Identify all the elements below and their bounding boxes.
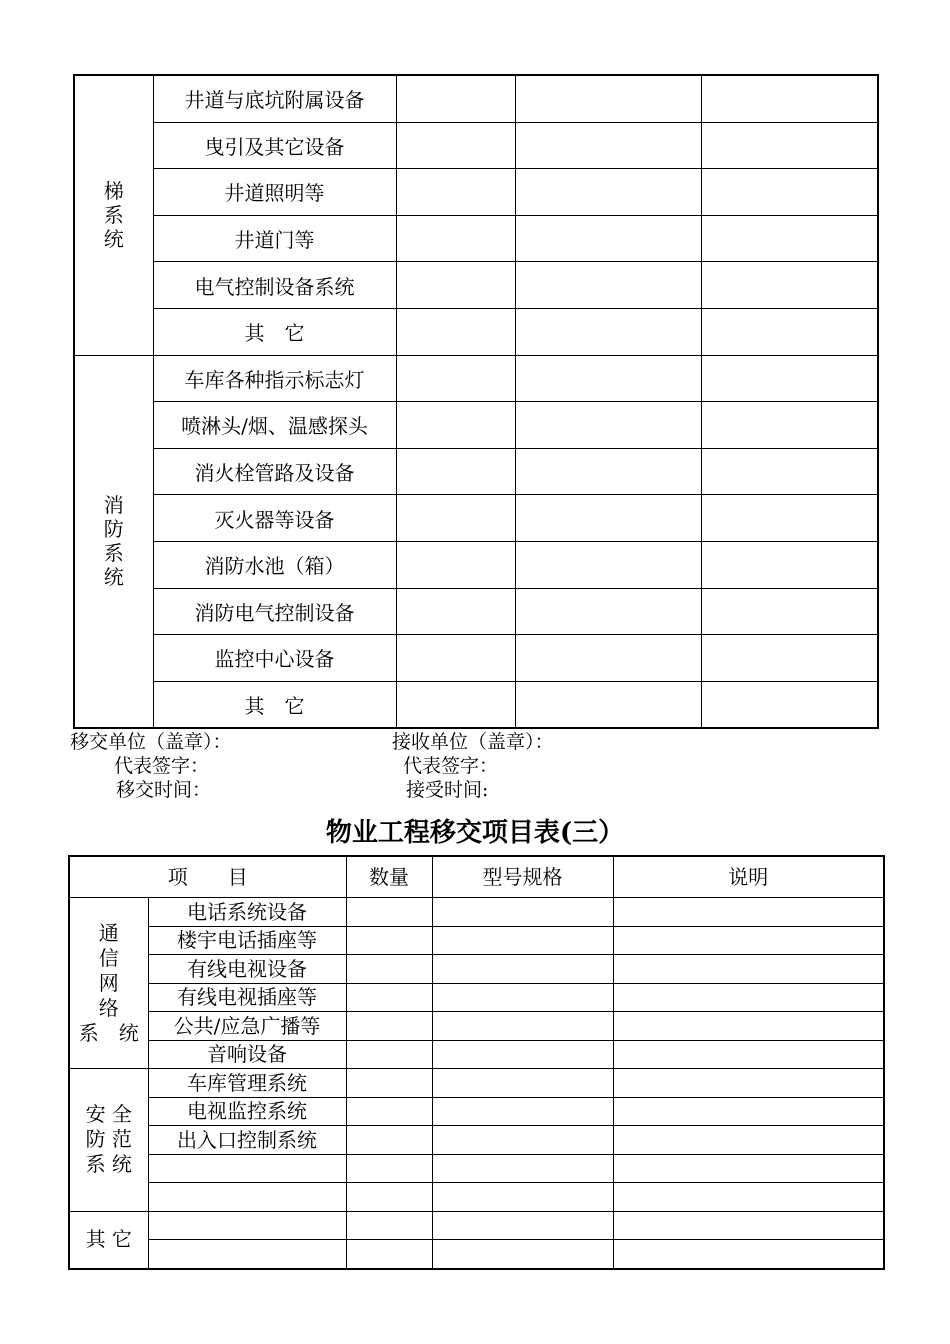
item-name: 曳引及其它设备 <box>153 122 396 169</box>
group-label <box>69 1069 148 1212</box>
quantity-cell[interactable] <box>346 955 432 984</box>
table-row <box>74 495 878 542</box>
header-note: 说明 <box>613 856 884 898</box>
table-row <box>74 681 878 728</box>
page-title: 物业工程移交项目表(三） <box>325 818 625 848</box>
quantity-cell[interactable] <box>346 1126 432 1155</box>
note-cell[interactable] <box>701 262 878 309</box>
quantity-cell[interactable] <box>396 448 515 495</box>
model-cell[interactable] <box>515 402 701 449</box>
group-label-line: 系 <box>103 203 124 228</box>
item-name: 有线电视插座等 <box>148 983 346 1012</box>
table-row <box>69 983 884 1012</box>
table-row <box>69 1154 884 1183</box>
item-name: 公共/应急广播等 <box>148 1012 346 1041</box>
header-model: 型号规格 <box>432 856 613 898</box>
item-name: 电气控制设备系统 <box>153 262 396 309</box>
group-label-line: 通 <box>98 920 119 945</box>
note-cell[interactable] <box>701 541 878 588</box>
quantity-cell[interactable] <box>396 495 515 542</box>
table-row <box>69 955 884 984</box>
model-cell[interactable] <box>432 1069 613 1098</box>
table-row <box>74 215 878 262</box>
group-label-line: 网 <box>98 970 119 995</box>
note-cell[interactable] <box>701 635 878 682</box>
model-cell[interactable] <box>515 355 701 402</box>
quantity-cell[interactable] <box>396 262 515 309</box>
table-row <box>74 75 878 122</box>
quantity-cell[interactable] <box>346 1183 432 1212</box>
quantity-cell[interactable] <box>346 983 432 1012</box>
note-cell[interactable] <box>613 1154 884 1183</box>
table-row <box>74 402 878 449</box>
table-row <box>69 1012 884 1041</box>
table-row <box>74 308 878 355</box>
table-row <box>69 1040 884 1069</box>
quantity-cell[interactable] <box>396 541 515 588</box>
group-label-line: 系 统 <box>78 1020 139 1045</box>
note-cell[interactable] <box>613 1097 884 1126</box>
handover-table-3 <box>68 855 885 1270</box>
model-cell[interactable] <box>515 215 701 262</box>
group-label <box>69 1211 148 1269</box>
model-cell[interactable] <box>432 1211 613 1240</box>
header-item: 项 目 <box>69 856 346 898</box>
model-cell[interactable] <box>432 898 613 927</box>
group-label <box>74 355 153 728</box>
item-name: 其 它 <box>153 308 396 355</box>
quantity-cell[interactable] <box>396 588 515 635</box>
model-cell[interactable] <box>432 955 613 984</box>
table-row <box>69 1069 884 1098</box>
item-name <box>148 1211 346 1240</box>
note-cell[interactable] <box>613 1126 884 1155</box>
table-row <box>74 635 878 682</box>
model-cell[interactable] <box>432 926 613 955</box>
note-cell[interactable] <box>701 355 878 402</box>
handover-table-continued <box>73 74 879 729</box>
item-name: 井道门等 <box>153 215 396 262</box>
rep-sign-right-label: 代表签字： <box>403 755 499 777</box>
note-cell[interactable] <box>701 169 878 216</box>
table-row <box>69 1097 884 1126</box>
note-cell[interactable] <box>613 926 884 955</box>
quantity-cell[interactable] <box>396 75 515 122</box>
table-row <box>74 541 878 588</box>
note-cell[interactable] <box>701 448 878 495</box>
item-name: 灭火器等设备 <box>153 495 396 542</box>
quantity-cell[interactable] <box>346 1240 432 1269</box>
item-name: 电视监控系统 <box>148 1097 346 1126</box>
handover-unit-label: 移交单位（盖章）： <box>70 731 232 753</box>
group-label-line: 安 全 <box>85 1102 132 1127</box>
quantity-cell[interactable] <box>346 1040 432 1069</box>
note-cell[interactable] <box>613 983 884 1012</box>
receive-unit-label: 接收单位（盖章）： <box>392 731 554 753</box>
item-name: 电话系统设备 <box>148 898 346 927</box>
note-cell[interactable] <box>701 308 878 355</box>
table-row <box>74 169 878 216</box>
model-cell[interactable] <box>515 75 701 122</box>
model-cell[interactable] <box>515 122 701 169</box>
model-cell[interactable] <box>515 588 701 635</box>
model-cell[interactable] <box>432 1012 613 1041</box>
table-row <box>74 122 878 169</box>
note-cell[interactable] <box>613 1240 884 1269</box>
handover-time-label: 移交时间： <box>116 779 212 801</box>
table-row <box>69 1211 884 1240</box>
model-cell[interactable] <box>515 262 701 309</box>
quantity-cell[interactable] <box>396 169 515 216</box>
item-name <box>148 1154 346 1183</box>
group-label-line: 系 统 <box>85 1152 132 1177</box>
item-name: 消火栓管路及设备 <box>153 448 396 495</box>
table-row <box>74 355 878 402</box>
note-cell[interactable] <box>701 122 878 169</box>
receive-time-label: 接受时间: <box>406 779 489 801</box>
model-cell[interactable] <box>432 1097 613 1126</box>
quantity-cell[interactable] <box>396 215 515 262</box>
item-name: 消防水池（箱） <box>153 541 396 588</box>
rep-sign-left-label: 代表签字： <box>114 755 210 777</box>
group-label-line: 消 <box>103 493 124 518</box>
item-name <box>148 1240 346 1269</box>
quantity-cell[interactable] <box>346 926 432 955</box>
item-name: 井道照明等 <box>153 169 396 216</box>
group-label-line: 络 <box>98 995 119 1020</box>
note-cell[interactable] <box>701 495 878 542</box>
quantity-cell[interactable] <box>346 898 432 927</box>
note-cell[interactable] <box>613 955 884 984</box>
note-cell[interactable] <box>701 215 878 262</box>
group-label-line: 统 <box>103 565 124 590</box>
group-label-line: 信 <box>98 945 119 970</box>
model-cell[interactable] <box>515 495 701 542</box>
item-name: 喷淋头/烟、温感探头 <box>153 402 396 449</box>
model-cell[interactable] <box>515 635 701 682</box>
group-label-line: 其 它 <box>85 1227 132 1251</box>
group-label-line: 防 <box>103 517 124 542</box>
model-cell[interactable] <box>515 169 701 216</box>
table-row <box>69 1240 884 1269</box>
quantity-cell[interactable] <box>396 355 515 402</box>
item-name: 监控中心设备 <box>153 635 396 682</box>
item-name <box>148 1183 346 1212</box>
item-name: 其 它 <box>153 681 396 728</box>
table-row <box>69 1183 884 1212</box>
note-cell[interactable] <box>613 1040 884 1069</box>
item-name: 井道与底坑附属设备 <box>153 75 396 122</box>
quantity-cell[interactable] <box>346 1097 432 1126</box>
table-row <box>69 926 884 955</box>
group-label-line: 统 <box>103 227 124 252</box>
note-cell[interactable] <box>613 1183 884 1212</box>
group-label-line: 梯 <box>103 179 124 204</box>
item-name: 有线电视设备 <box>148 955 346 984</box>
table-row <box>69 1126 884 1155</box>
note-cell[interactable] <box>701 588 878 635</box>
header-quantity: 数量 <box>346 856 432 898</box>
quantity-cell[interactable] <box>396 122 515 169</box>
item-name: 楼宇电话插座等 <box>148 926 346 955</box>
quantity-cell[interactable] <box>346 1069 432 1098</box>
quantity-cell[interactable] <box>396 635 515 682</box>
table-row <box>74 262 878 309</box>
table-header-row <box>69 856 884 898</box>
table-row <box>69 898 884 927</box>
group-label-line: 系 <box>103 541 124 566</box>
group-label <box>74 75 153 355</box>
note-cell[interactable] <box>701 75 878 122</box>
quantity-cell[interactable] <box>346 1012 432 1041</box>
note-cell[interactable] <box>613 1012 884 1041</box>
item-name: 出入口控制系统 <box>148 1126 346 1155</box>
group-label <box>69 898 148 1069</box>
model-cell[interactable] <box>432 1154 613 1183</box>
note-cell[interactable] <box>613 1069 884 1098</box>
note-cell[interactable] <box>613 898 884 927</box>
model-cell[interactable] <box>515 308 701 355</box>
model-cell[interactable] <box>432 1240 613 1269</box>
item-name: 车库各种指示标志灯 <box>153 355 396 402</box>
note-cell[interactable] <box>613 1211 884 1240</box>
item-name: 音响设备 <box>148 1040 346 1069</box>
note-cell[interactable] <box>701 681 878 728</box>
note-cell[interactable] <box>701 402 878 449</box>
model-cell[interactable] <box>432 1126 613 1155</box>
model-cell[interactable] <box>515 541 701 588</box>
table-row <box>74 588 878 635</box>
signature-block <box>70 730 770 802</box>
quantity-cell[interactable] <box>396 308 515 355</box>
model-cell[interactable] <box>432 983 613 1012</box>
quantity-cell[interactable] <box>346 1154 432 1183</box>
group-label-line: 防 范 <box>85 1127 132 1152</box>
quantity-cell[interactable] <box>396 402 515 449</box>
table-row <box>74 448 878 495</box>
quantity-cell[interactable] <box>396 681 515 728</box>
item-name: 消防电气控制设备 <box>153 588 396 635</box>
model-cell[interactable] <box>432 1183 613 1212</box>
model-cell[interactable] <box>515 681 701 728</box>
model-cell[interactable] <box>432 1040 613 1069</box>
model-cell[interactable] <box>515 448 701 495</box>
item-name: 车库管理系统 <box>148 1069 346 1098</box>
quantity-cell[interactable] <box>346 1211 432 1240</box>
